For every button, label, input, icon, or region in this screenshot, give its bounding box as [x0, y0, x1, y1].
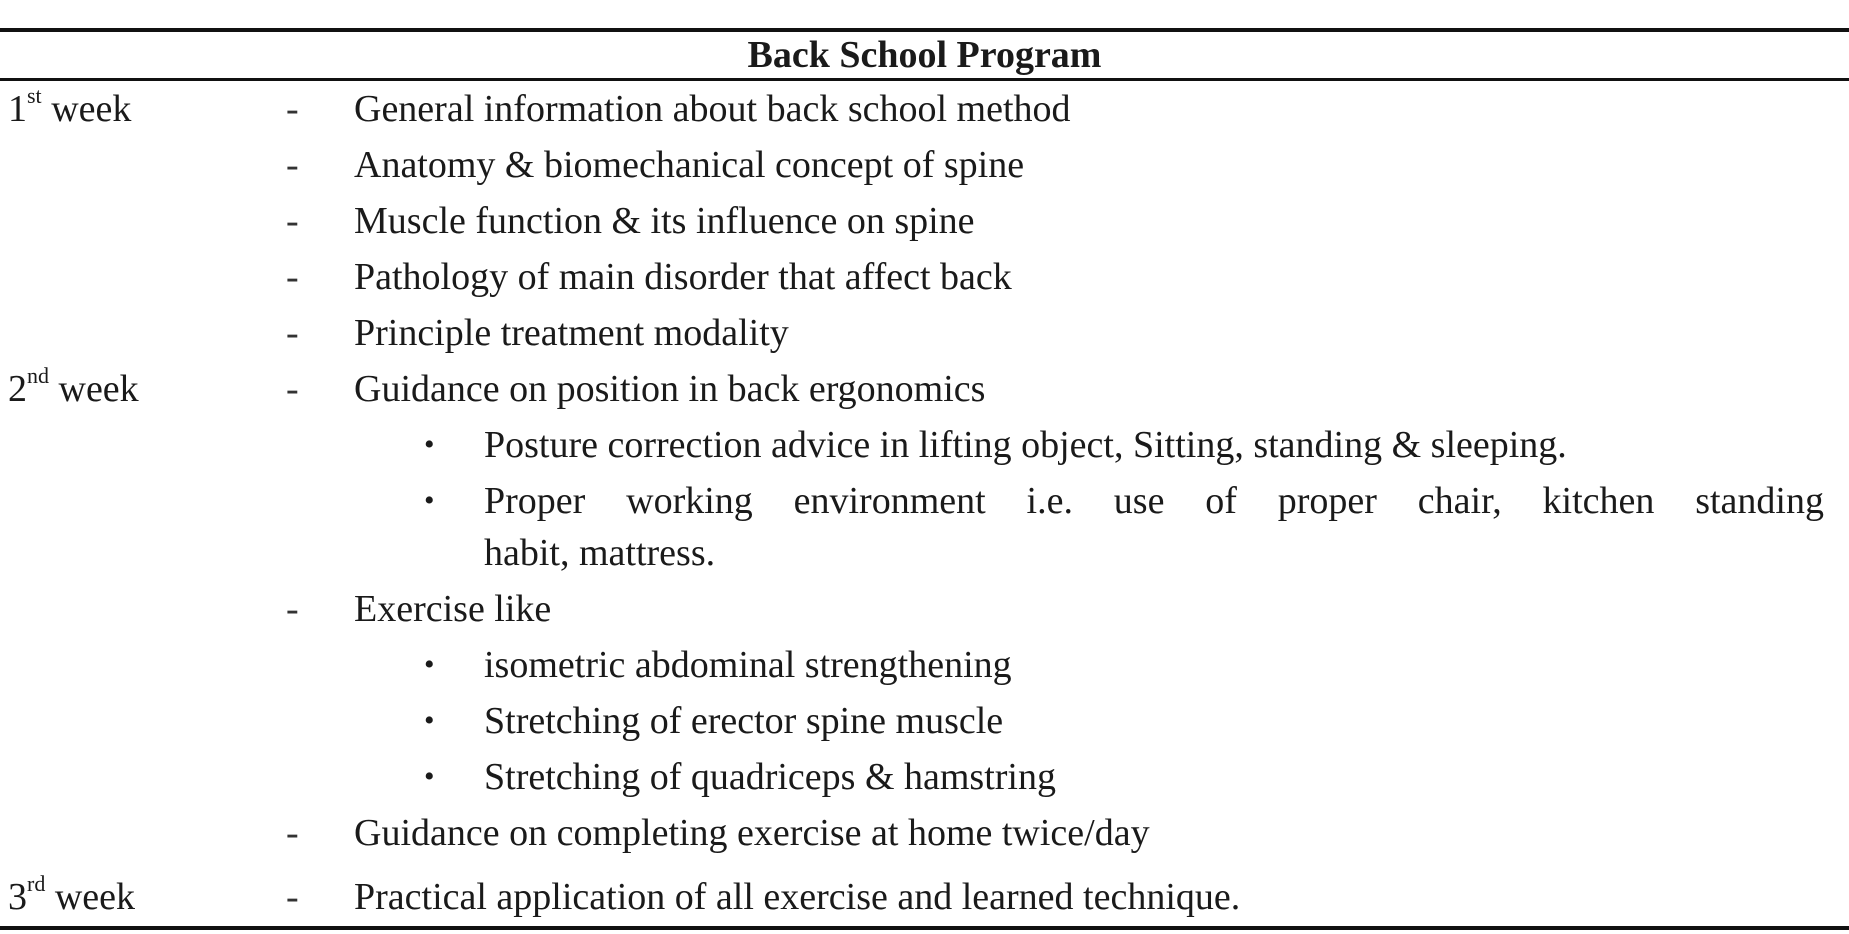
list-item: Anatomy & biomechanical concept of spine	[354, 144, 1025, 186]
list-item: Exercise like	[354, 588, 552, 630]
list-item: Pathology of main disorder that affect back	[354, 256, 1012, 298]
list-dash: -	[286, 312, 299, 354]
week-1-label: 1st week	[8, 83, 132, 130]
sub-list-item: Stretching of quadriceps & hamstring	[484, 756, 1056, 798]
list-item: Practical application of all exercise and learned technique.	[354, 876, 1241, 918]
list-dash: -	[286, 812, 299, 854]
sub-list-item-continuation: habit, mattress.	[484, 532, 716, 574]
list-dash: -	[286, 144, 299, 186]
sub-list-item: Proper working environment i.e. use of proper chair, kitchen standing	[484, 480, 1824, 522]
sub-list-item: Posture correction advice in lifting object, Sitting, standing & sleeping.	[484, 424, 1567, 466]
list-bullet: •	[424, 760, 435, 793]
list-bullet: •	[424, 428, 435, 461]
table-title: Back School Program	[747, 34, 1102, 76]
list-dash: -	[286, 256, 299, 298]
list-dash: -	[286, 88, 299, 130]
list-item: Principle treatment modality	[354, 312, 789, 354]
table-bottom-rule	[0, 926, 1849, 930]
week-2-label: 2nd week	[8, 363, 139, 410]
list-bullet: •	[424, 648, 435, 681]
list-item: Guidance on completing exercise at home twice/day	[354, 812, 1150, 854]
table-header-rule	[0, 78, 1849, 81]
sub-list-item: Stretching of erector spine muscle	[484, 700, 1004, 742]
list-bullet: •	[424, 484, 435, 517]
sub-list-item: isometric abdominal strengthening	[484, 644, 1012, 686]
list-dash: -	[286, 588, 299, 630]
list-dash: -	[286, 876, 299, 918]
list-item: General information about back school method	[354, 88, 1071, 130]
list-bullet: •	[424, 704, 435, 737]
list-item: Muscle function & its influence on spine	[354, 200, 975, 242]
week-3-label: 3rd week	[8, 871, 136, 918]
list-item: Guidance on position in back ergonomics	[354, 368, 986, 410]
list-dash: -	[286, 368, 299, 410]
list-dash: -	[286, 200, 299, 242]
